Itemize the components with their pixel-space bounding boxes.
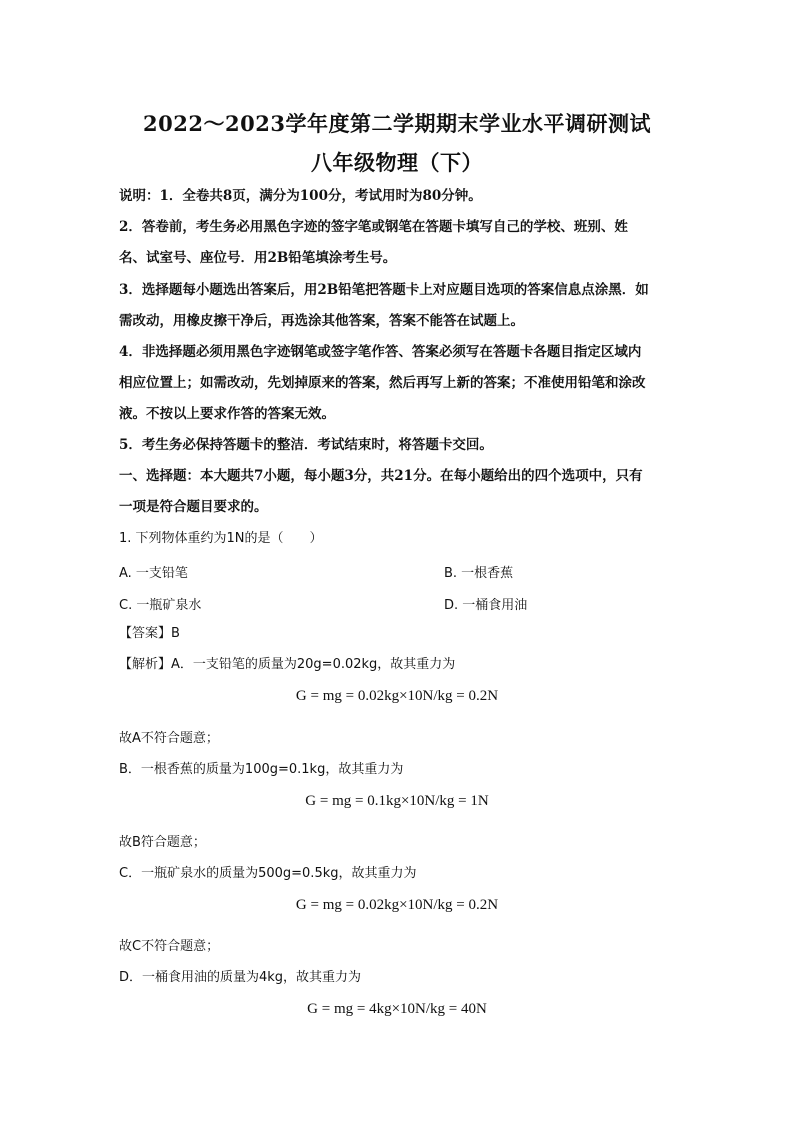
option-b: B. 一根香蕉 [444,566,514,581]
analysis-a-conclusion: 故A不符合题意； [119,731,219,746]
instruction-4a: 4．非选择题必须用黑色字迹钢笔或签字笔作答、答案必须写在答题卡各题目指定区域内 [119,344,642,360]
option-a: A. 一支铅笔 [119,566,188,581]
analysis-a-intro: 【解析】A．一支铅笔的质量为20g=0.02kg，故其重力为 [119,657,456,672]
option-d: D. 一桶食用油 [444,598,528,613]
equation-a: G = mg = 0.02kg×10N/kg = 0.2N [295,688,499,704]
analysis-b-intro: B．一根香蕉的质量为100g=0.1kg，故其重力为 [119,762,404,777]
page-subtitle: 八年级物理（下） [311,150,483,175]
instruction-4b: 相应位置上；如需改动，先划掉原来的答案，然后再写上新的答案；不准使用铅笔和涂改 [119,375,646,391]
answer-line: 【答案】B [119,626,180,641]
instruction-1: 说明：1．全卷共8页，满分为100分，考试用时为80分钟。 [119,188,482,204]
analysis-b-conclusion: 故B符合题意； [119,835,206,850]
analysis-d-intro: D．一桶食用油的质量为4kg，故其重力为 [119,970,362,985]
section-heading-1: 一、选择题：本大题共7小题，每小题3分，共21分。在每小题给出的四个选项中，只有 [119,468,643,484]
equation-b: G = mg = 0.1kg×10N/kg = 1N [305,793,489,809]
instruction-4c: 液。不按以上要求作答的答案无效。 [119,406,335,422]
question-stem: 1. 下列物体重约为1N的是（ ） [119,531,323,546]
analysis-c-intro: C．一瓶矿泉水的质量为500g=0.5kg，故其重力为 [119,866,417,881]
option-c: C. 一瓶矿泉水 [119,598,202,613]
section-heading-2: 一项是符合题目要求的。 [119,499,268,515]
analysis-c-conclusion: 故C不符合题意； [119,939,220,954]
instruction-3a: 3．选择题每小题选出答案后，用2B铅笔把答题卡上对应题目选项的答案信息点涂黑．如 [119,282,649,298]
page-title: 2022～2023学年度第二学期期末学业水平调研测试 [143,111,651,136]
equation-c: G = mg = 0.02kg×10N/kg = 0.2N [295,897,499,913]
instruction-5: 5．考生务必保持答题卡的整洁．考试结束时，将答题卡交回。 [119,437,493,453]
instruction-3b: 需改动，用橡皮擦干净后，再选涂其他答案，答案不能答在试题上。 [119,313,524,329]
instruction-2b: 名、试室号、座位号．用2B铅笔填涂考生号。 [119,250,397,266]
instruction-2a: 2．答卷前，考生务必用黑色字迹的签字笔或钢笔在答题卡填写自己的学校、班别、姓 [119,219,628,235]
equation-d: G = mg = 4kg×10N/kg = 40N [307,1001,487,1017]
